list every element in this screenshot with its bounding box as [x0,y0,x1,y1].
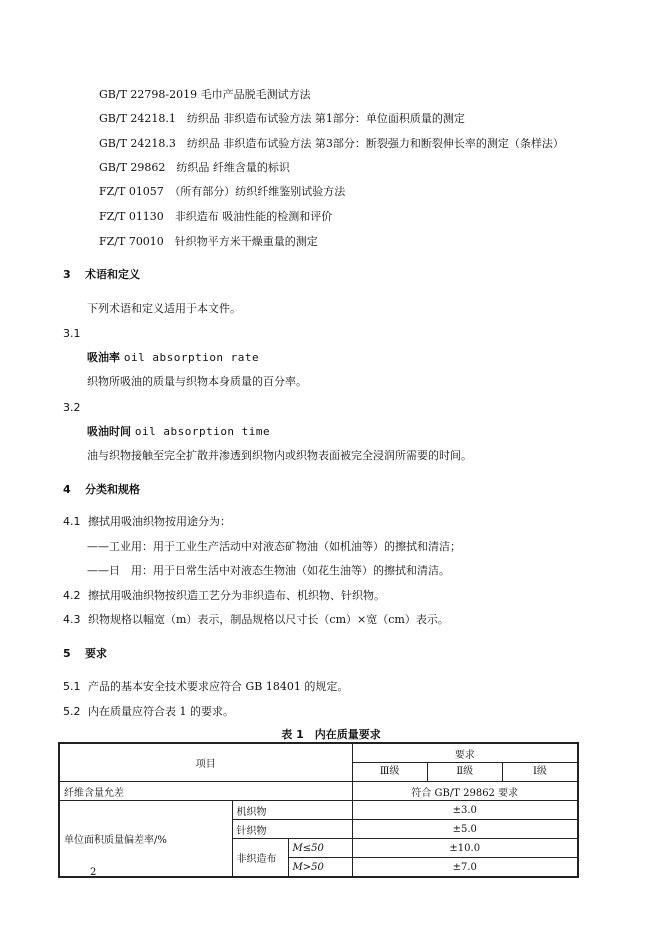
clause: 5.2 内在质量应符合表 1 的要求。 [63,705,234,718]
grade-1: Ⅰ级 [532,766,547,777]
term-number: 3.2 [63,401,81,414]
clause: 4.1 擦拭用吸油织物按用途分为： [63,515,231,528]
term-number: 3.1 [63,327,81,340]
term-title: 吸油率 oil absorption rate [87,351,260,364]
grade-cells [352,763,578,782]
reference-item: FZ/T 01057 （所有部分）纺织纤维鉴别试验方法 [99,185,346,198]
row-value: ±5.0 [352,820,578,839]
table-caption: 表 1 内在质量要求 [281,728,381,741]
list-item: ——工业用：用于工业生产活动中对液态矿物油（如机油等）的擦拭和清洁； [87,540,461,553]
reference-item: GB/T 22798-2019 毛巾产品脱毛测试方法 [99,88,311,101]
row-label: 纤维含量允差 [59,782,352,801]
page-number: 2 [90,867,97,878]
sub-label: 机织物 [232,801,352,820]
section-intro: 下列术语和定义适用于本文件。 [87,302,241,315]
sub-label: 非织造布 [232,839,288,878]
reference-item: GB/T 29862 纺织品 纤维含量的标识 [99,161,290,174]
row-value: ±7.0 [352,858,578,878]
term-definition: 油与织物接触至完全扩散并渗透到织物内或织物表面被完全浸润所需要的时间。 [87,449,472,462]
clause: 4.3 织物规格以幅宽（m）表示，制品规格以尺寸长（cm）×宽（cm）表示。 [63,613,449,626]
grade-2: Ⅱ级 [428,763,503,781]
row-value: 符合 GB/T 29862 要求 [352,782,578,801]
reference-item: GB/T 24218.3 纺织品 非织造布试验方法 第3部分：断裂强力和断裂伸长率的测定（条样法） [99,137,564,150]
grade-3: Ⅲ级 [353,763,428,781]
table-row [59,801,578,820]
condition-label: M>50 [288,858,352,878]
quality-requirements-table [58,742,579,878]
section-heading: 5 要求 [63,647,107,660]
term-definition: 织物所吸油的质量与织物本身质量的百分率。 [87,375,307,388]
clause: 5.1 产品的基本安全技术要求应符合 GB 18401 的规定。 [63,680,349,693]
list-item: ——日 用：用于日常生活中对液态生物油（如花生油等）的擦拭和清洁。 [87,564,450,577]
condition-label: M≤50 [288,839,352,858]
row-value: ±10.0 [352,839,578,858]
reference-item: GB/T 24218.1 纺织品 非织造布试验方法 第1部分：单位面积质量的测定 [99,112,465,125]
reference-item: FZ/T 01130 非织造布 吸油性能的检测和评价 [99,210,333,223]
section-heading: 3 术语和定义 [63,268,140,281]
section-heading: 4 分类和规格 [63,483,140,496]
clause: 4.2 擦拭用吸油织物按织造工艺分为非织造布、机织物、针织物。 [63,589,385,602]
row-label: 单位面积质量偏差率/% [59,801,232,878]
table-row [59,782,578,801]
table-header-row [59,743,578,763]
term-title: 吸油时间 oil absorption time [87,425,271,438]
row-value: ±3.0 [352,801,578,820]
header-requirement: 要求 [352,743,578,763]
sub-label: 针织物 [232,820,352,839]
reference-item: FZ/T 70010 针织物平方米干燥重量的测定 [99,235,318,248]
header-item: 项目 [59,743,352,782]
